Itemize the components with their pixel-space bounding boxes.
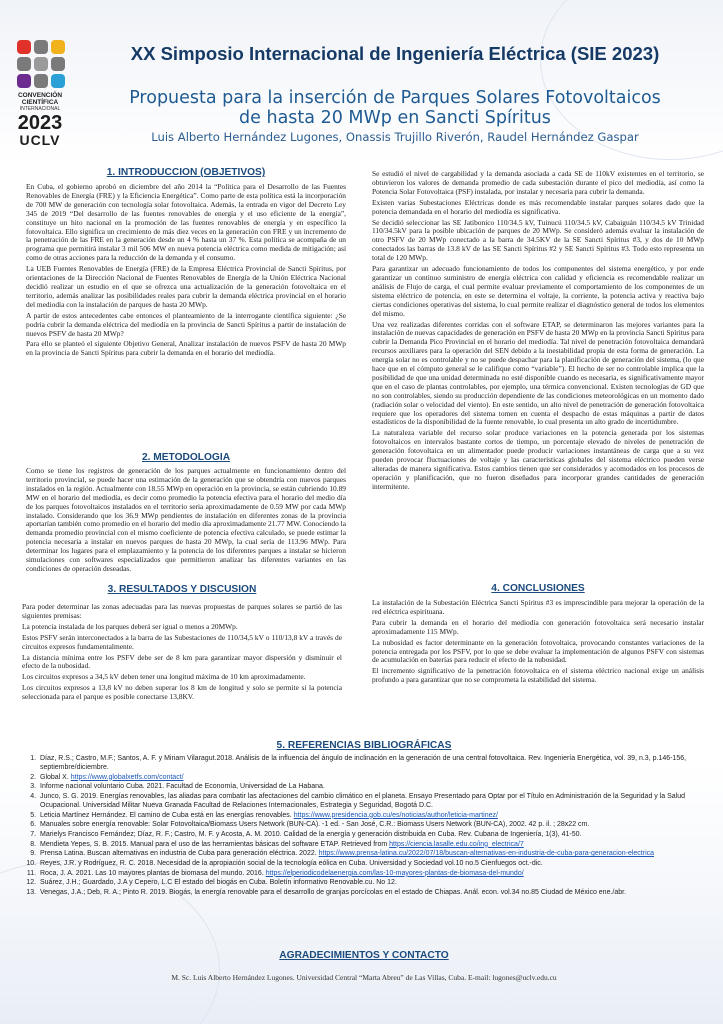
logo-square xyxy=(34,74,48,88)
reference-item xyxy=(38,783,704,792)
paragraph: La nubosidad es factor determinante en la generación fotovoltaica, provocando constantes variaciones de la potencia entregada por los PSFV, por lo que se debe evaluar la implementación de algunos PSFV con sistemas de acumulación en baterías para reducir el efecto de la nubosidad. xyxy=(372,637,704,665)
paragraph: Los circuitos expresos a 34,5 kV deben tener una longitud máxima de 10 km aproximadamente. xyxy=(22,672,306,682)
logo-square xyxy=(34,57,48,71)
paragraph: Los circuitos expresos a 13,8 kV no deben superar los 8 km de longitud y solo se permite si la potencia seleccionada para el parque es posible conectarse 13,8KV. xyxy=(22,683,342,702)
paragraph: La distancia mínima entre los PSFV debe ser de 8 km para garantizar mayor dispersión y disminuir el efecto de la nubosidad. xyxy=(22,652,342,671)
paragraph: Como se tiene los registros de generación de los parques actualmente en funcionamiento dentro del territorio provincial, se puede hacer una estimación de la generación que se obtendría con nuevos parques instalados en la región. Actualmente con 18.55 MWp en operación en la provincia, se están cubriendo 10.89 MW en el horario del mediodía, es decir como promedio la potencia efectiva para el horario del medio día de los parques fotovoltaicos instalados en el territorio seria aproximadamente de 0.59 MW por cada MWp instalado. Considerando que los 36.9 MWp pendientes de instalación en diferentes zonas de la provincia aportarían también como promedio en el horario del medio día aproximadamente 21.77 MW. Conociendo la demanda promedio provincial con el mismo coeficiente de potencia efectiva calculado, se puede estimar la potencia necesaria a instalar en nuevos parques de hasta 20 MWp, la cual sería de 113.96 MWp. Para determinar los lugares para el emplazamiento y la potencia de los diferentes parques a instalar se hicieron simulaciones con softwares especializados que permitieron analizar las diferentes variantes en las condiciones de operación deseadas. xyxy=(26,466,346,573)
logo-line1: CONVENCIÓN CIENTÍFICA xyxy=(17,92,63,106)
reference-text: Prensa Latina. Buscan alternativas en industria de Cuba para generación eléctrica. 2022. xyxy=(40,850,319,858)
section-methodology xyxy=(26,452,346,576)
conference-title: XX Simposio Internacional de Ingeniería Eléctrica (SIE 2023) xyxy=(130,43,660,64)
logo-square xyxy=(34,40,48,54)
reference-item xyxy=(38,821,704,830)
paragraph-list xyxy=(22,603,342,702)
paragraph: La UEB Fuentes Renovables de Energía (FRE) de la Empresa Eléctrica Provincial de Sancti Spíritus, por orientaciones de la Dirección Nacional de Fuentes Renovables de Energía de la Unión Eléctrica Nacional decidió realizar un estudio en el que se ofrezca una actualización de la generación fotovoltaica en el territorio, además analizar las posibilidades reales para cubrir la demanda eléctrica provincial en el horario del mediodía con la instalación de parques de hasta 20 MWp. xyxy=(26,264,346,309)
reference-text: Roca, J. A. 2021. Las 10 mayores plantas de biomasa del mundo. 2016. xyxy=(40,869,266,877)
reference-link[interactable]: https://ciencia.lasalle.edu.co/ing_electrica/7 xyxy=(389,840,524,848)
paragraph-list xyxy=(372,170,704,492)
paragraph: Para cubrir la demanda en el horario del mediodía con generación fotovoltaica será necesario instalar aproximadamente 115 MWp. xyxy=(372,617,704,636)
reference-item xyxy=(38,879,704,888)
references-heading: 5. REFERENCIAS BIBLIOGRÁFICAS xyxy=(276,740,452,751)
reference-text: Díaz, R.S.; Castro, M.F.; Santos, A. F. y Miriam Vilaragut.2018. Análisis de la influencia del ángulo de inclinación en la generación de una central fotovoltaica. Rev. Ingeniería Energética, vol. 39, n.3, p.146-156, septiembre/diciembre. xyxy=(40,754,687,771)
logo-squares xyxy=(17,40,66,88)
reference-text: Manuales sobre energía renovable: Solar Fotovoltaica/Biomass Users Network (BUN-CA). -1 ed. - San José, C.R.: Biomass Users Network (BUN-CA), 2002. 42 p. il. ; 28x22 cm. xyxy=(40,821,590,829)
reference-item xyxy=(38,793,704,811)
paragraph: En Cuba, el gobierno aprobó en diciembre del año 2014 la “Política para el Desarrollo de las Fuentes Renovables de Energía (FRE) y la Eficiencia Energética”. Como parte de esta política está la incorporación de 700 MW de generación con tecnología solar fotovoltaica. Además, la entrada en vigor del Decreto Ley 345 de 2019 “Del desarrollo de las fuentes renovables de energía y el uso eficiente de la energía”, constituye un hito nacional en la promoción de las fuentes renovables de energía y en específico la fotovoltaica. Ello significa un crecimiento de más diez veces en la generación con FRE y un incremento de la penetración de las FRE en la generación desde un 4 % hasta un 37 %. Esta política se acompaña de un programa que permitirá instalar 3 mil 506 MW en nueva potencia eléctrica como medida de mitigación; así como de otras acciones para la reducción de la demanda y el consumo. xyxy=(26,182,346,263)
paragraph: Se estudió el nivel de cargabilidad y la demanda asociada a cada SE de 110kV existentes en el territorio, se obtuvieron los valores de demanda promedio de cada subestación durante el pico del mediodía, así como la Potencia Solar Fotovoltaica (PSF) instalada, por instalar y necesaria para cubrir la demanda. xyxy=(372,169,704,196)
reference-list xyxy=(24,755,704,898)
paragraph: A partir de estos antecedentes cabe entonces el planteamiento de la interrogante científica siguiente: ¿Se podría cubrir la demanda eléctrica del mediodía en la provincia de Sancti Spíritus a partir de instalación de nuevos PSFV de hasta 20 MWp? xyxy=(26,310,346,338)
reference-text: Junco, S. G. 2019. Energías renovables, las aliadas para combatir las afectaciones del cambio climático en el planeta. Ensayo Presentado para Optar por el Título en Administración de la Seguridad y la Salud Ocupacional. Universidad Militar Nueva Granada Facultad de Relaciones Internacionales, Estrategia y Seguridad, Bogotá D.C. xyxy=(40,792,686,809)
paper-title-line2: de hasta 20 MWp en Sancti Spíritus xyxy=(239,108,551,128)
paragraph-list xyxy=(26,467,346,574)
reference-item xyxy=(38,831,704,840)
logo-line2: INTERNACIONAL xyxy=(19,106,61,112)
reference-link[interactable]: https://www.prensa-latina.cu/2022/07/18/buscan-alternativas-en-industria-de-cuba-para-generacion-electrica xyxy=(318,850,655,858)
logo-square xyxy=(51,57,65,71)
paragraph: Una vez realizadas diferentes corridas con el software ETAP, se determinaron las mejores variantes para la instalación de nuevas capacidades de generación en PSFV de hasta 20 MWp en la provincia Sancti Spíritus para cubrir la Demanda Pico Provincial en el horario del mediodía. Tal nivel de penetración fotovoltaica demandará recursos auxiliares para la operación del SEN debido a la inestabilidad propia de esta forma de generación. La energía solar no es controlable y no se puede despachar para la planificación de generación del sistema, (lo que hace que en el cómputo general se le califique como “variable”). El hecho de ser no controlable implica que la posibilidad de que una unidad determinada no esté disponible cuando es necesaria, es significativamente mayor que en el caso de plantas controlables, por ejemplo, una térmica convencional. Existen tecnologías de GD que no son controlables, siendo su producción dependiente de las condiciones meteorológicas en un momento dado (radiación solar o velocidad del viento). En este sentido, un alto nivel de penetración de generación fotovoltaica requiere que los operadores del sistema tomen en cuenta el despacho de estas máquinas a partir de datos estadísticos de la disponibilidad de la fuente renovable, lo cual presenta un alto grado de incertidumbre. xyxy=(372,319,704,427)
section-conclusions xyxy=(372,583,704,687)
reference-link[interactable]: https://www.presidencia.gob.cu/es/noticias/author/leticia-martinez/ xyxy=(293,811,498,819)
paragraph: El incremento significativo de la penetración fotovoltaica en el sistema eléctrico nacional exige un análisis profundo a para garantizar que no se comprometa la estabilidad del sistema. xyxy=(372,666,704,685)
reference-item xyxy=(38,774,704,783)
paragraph: La instalación de la Subestación Eléctrica Sancti Spíritus #3 es imprescindible para mejorar la operación de la red eléctrica espirituana. xyxy=(372,598,704,616)
reference-text: Marielys Francisco Fernández; Díaz, R. F.; Castro, M. F. y Acosta, A. M. 2010. Calidad de la energía y generación distribuida en Cuba. Rev. Cubana de Ingeniería, 1(3), 41-50. xyxy=(40,830,582,838)
paragraph: La naturaleza variable del recurso solar produce variaciones en la potencia generada por los sistemas fotovoltaicos en intervalos bastante cortos de tiempo, un porcentaje elevado de niveles de penetración de generación fotovoltaica en un alimentador puede producir variaciones instantáneas de carga que a su vez pueden provocar fluctuaciones de voltaje y las características globales del sistema eléctrico pueden verse alteradas de manera significativa. Estos cambios tienen que ser considerados y acomodados en los procesos de operación y planificación, que no fueron diseñados para incorporar grandes cantidades de generación intermitente. xyxy=(372,428,704,491)
logo-square xyxy=(17,40,31,54)
reference-text: Venegas, J.A.; Deb, R. A.; Pinto R. 2019. Biogás, la energía renovable para el desarrollo de granjas porcícolas en el estado de Chiapas. Anál. econ. vol.34 no.85 Ciudad de México ene./abr. xyxy=(40,889,627,897)
authors: Luis Alberto Hernández Lugones, Onassis Trujillo Riverón, Raudel Hernández Gaspar xyxy=(151,130,639,144)
logo-square xyxy=(51,74,65,88)
paragraph: Para garantizar un adecuado funcionamiento de todos los componentes del sistema energético, y por ende garantizar un continuo suministro de energía eléctrica con calidad y eficiencia es recomendable realizar un análisis de Flujo de carga, el cual permite evaluar previamente el comportamiento de los componentes de un sistema eléctrico de potencia, en este se determina el voltaje, la corriente, la potencia activa y reactiva bajo ciertas condiciones operativas del sistema, lo cual permite realizar el diagnóstico general de todos los elementos del mismo. xyxy=(372,264,704,318)
reference-link[interactable]: https://www.globalxetfs.com/contact/ xyxy=(70,773,184,781)
section-references xyxy=(24,742,704,899)
section-heading: 3. RESULTADOS Y DISCUSION xyxy=(107,584,257,595)
contact-text: M. Sc. Luis Alberto Hernández Lugones. Universidad Central “Marta Abreu” de Las Villas, Cuba. E-mail: lugones@uclv.edu.cu xyxy=(171,973,557,982)
reference-text: Leticia Martínez Hernández. El camino de Cuba está en las energías renovables. xyxy=(40,811,294,819)
reference-text: Mendieta Yepes, S. B. 2015. Manual para el uso de las herramientas básicas del software ETAP. Retrieved from xyxy=(40,840,390,848)
logo-year: 2023 xyxy=(17,112,63,134)
section-heading: 1. INTRODUCCION (OBJETIVOS) xyxy=(106,167,266,178)
section-results-continued xyxy=(372,170,704,494)
reference-item xyxy=(38,850,704,859)
logo-org: UCLV xyxy=(19,132,61,148)
reference-item xyxy=(38,812,704,821)
reference-item xyxy=(38,841,704,850)
logo-square xyxy=(17,57,31,71)
paragraph: Se decidió seleccionar las SE Jatibonico 110/34.5 kV, Tuinucú 110/34.5 kV, Cabaiguán 110/34.5 kV Trinidad 110/34.5kV para la posible ubicación de parques de 20 MWp. Se consideró además evaluar la instalación de otro PSFV de 20 MWp conectado a la barra de 34.5KV de la SE Sancti Spíritus #3, y dos de 10 MWp conectados las barras de 13.8 kV de las SE Sancti Spíritus #2 y SE Sancti Spíritus #3. Todo esto representa un total de 120 MWp. xyxy=(372,217,704,263)
paragraph: Estos PSFV serán interconectados a la barra de las Subestaciones de 110/34,5 kV o 110/13,8 kV a través de circuitos expresos fundamentalmente. xyxy=(22,632,342,651)
paragraph: Para ello se planteó el siguiente Objetivo General, Analizar instalación de nuevos PSFV de hasta 20 MWp en la provincia de Sancti Spíritus para cubrir la demanda en el horario del mediodía. xyxy=(26,339,346,358)
paragraph-list xyxy=(26,183,346,358)
paragraph: Para poder determinar las zonas adecuadas para las nuevas propuestas de parques solares se partió de las siguientes premisas: xyxy=(22,602,342,620)
section-heading: 2. METODOLOGIA xyxy=(141,452,231,463)
reference-text: Reyes, J.R. y Rodríguez, R. C. 2018. Necesidad de la apropiación social de la tecnología eólica en Cuba. Universidad y Sociedad vol.10 no.5 Cienfuegos oct.-dic. xyxy=(40,860,543,868)
reference-item xyxy=(38,755,704,773)
reference-link[interactable]: https://elperiodicodelaenergia.com/las-10-mayores-plantas-de-biomasa-del-mundo/ xyxy=(265,869,524,877)
logo-square xyxy=(51,40,65,54)
reference-item xyxy=(38,889,704,898)
section-results xyxy=(22,584,342,704)
paper-title-line1: Propuesta para la inserción de Parques Solares Fotovoltaicos xyxy=(129,88,661,108)
section-introduction xyxy=(26,167,346,360)
reference-text: Global X. xyxy=(40,773,71,781)
reference-item xyxy=(38,870,704,879)
section-acknowledgements xyxy=(24,950,704,982)
paper-title xyxy=(80,88,710,128)
acknowledgements-heading: AGRADECIMIENTOS Y CONTACTO xyxy=(279,950,449,961)
reference-text: Suárez, J.H.; Guardado, J.A y Cepero, L.C El estado del biogás en Cuba. Boletín informativo Renovable.cu. No 12. xyxy=(40,879,397,887)
logo-square xyxy=(17,74,31,88)
paragraph: Existen varias Subestaciones Eléctricas donde es más recomendable instalar parques solares dado que la potencia demandada en el horario del mediodía es significativa. xyxy=(372,197,704,216)
convention-logo xyxy=(14,40,66,148)
paragraph: La potencia instalada de los parques deberá ser igual o menos a 20MWp. xyxy=(22,621,238,631)
reference-text: Informe nacional voluntario Cuba. 2021. Facultad de Economía, Universidad de La Habana. xyxy=(40,783,325,791)
section-heading: 4. CONCLUSIONES xyxy=(491,583,585,594)
reference-item xyxy=(38,860,704,869)
paragraph-list xyxy=(372,599,704,685)
